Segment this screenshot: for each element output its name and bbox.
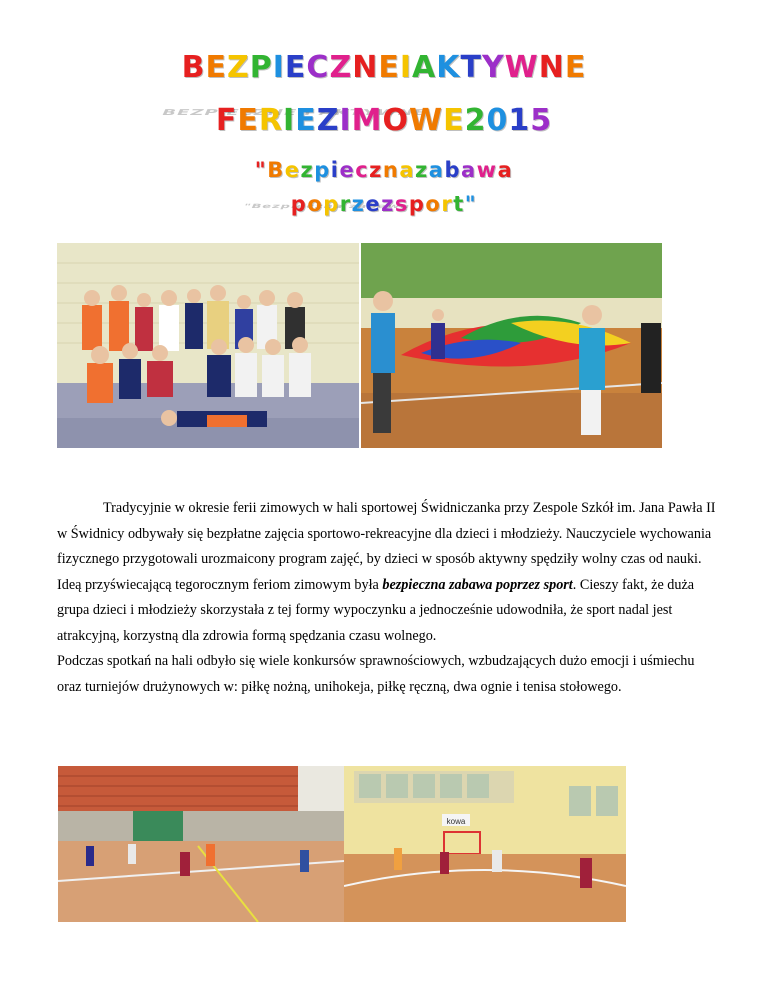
photo-image-icon [58, 766, 344, 922]
article-body [57, 496, 717, 700]
title-line-3 [0, 158, 768, 182]
title-line-2 [0, 103, 768, 138]
title-line-4-text: poprzezsport" [290, 192, 478, 216]
title-shadow-2: "Bezpieczna zabawa [242, 203, 412, 210]
paragraph-1: Tradycyjnie w okresie ferii zimowych w hali sportowej Świdniczanka przy Zespole Szkół im. Jana Pawła II w Świdnicy odbywały się bezpłatne zajęcia sportowo-rekreacyjne dla dzieci i młodzieży. Nauczyciele wychowania fizycznego przygotowali urozmaicony program zajęć, by dzieci w sposób aktywny spędziły wolny czas od nauki. [57, 500, 716, 567]
title-line-3-text: "Bezpiecznazabawa [254, 158, 514, 182]
title-line-1-text: BEZPIECZNEIAKTYWNE [181, 50, 587, 85]
gym-game-photo-left [58, 766, 344, 922]
parachute-photo [361, 243, 662, 448]
photo-image-icon [344, 766, 626, 922]
group-photo [57, 243, 359, 448]
gym-banner-text: kowa [446, 817, 466, 826]
title-line-1 [0, 50, 768, 85]
paragraph-2-emphasis: bezpieczna zabawa poprzez sport [382, 576, 573, 593]
title-line-2-text: FERIEZIMOWE2015 [215, 103, 553, 138]
photo-image-icon [57, 243, 359, 448]
title-shadow-1: BEZPIECZNE I AKTYWNE [160, 107, 429, 117]
paragraph-2-end: . Cieszy fakt, że duża grupa dzieci i młodzieży skorzystała z tej formy wypoczynku a jednocześnie udowodniła, że sport nadal jest atrakcyjną, korzystną dla zdrowia formą spędzania czasu wolnego. [57, 576, 695, 644]
title-line-4 [0, 192, 768, 216]
paragraph-2 [57, 573, 717, 650]
gym-game-photo-right [344, 766, 626, 922]
paragraph-2-start: Ideą przyświecającą tegorocznym feriom zimowym była [57, 576, 383, 593]
photo-image-icon [361, 243, 662, 448]
paragraph-3: Podczas spotkań na hali odbyło się wiele konkursów sprawnościowych, wzbudzających dużo emocji i uśmiechu oraz turniejów drużynowych w: piłkę nożną, unihokeja, piłkę ręczną, dwa ognie i tenisa stołowego. [57, 653, 695, 695]
